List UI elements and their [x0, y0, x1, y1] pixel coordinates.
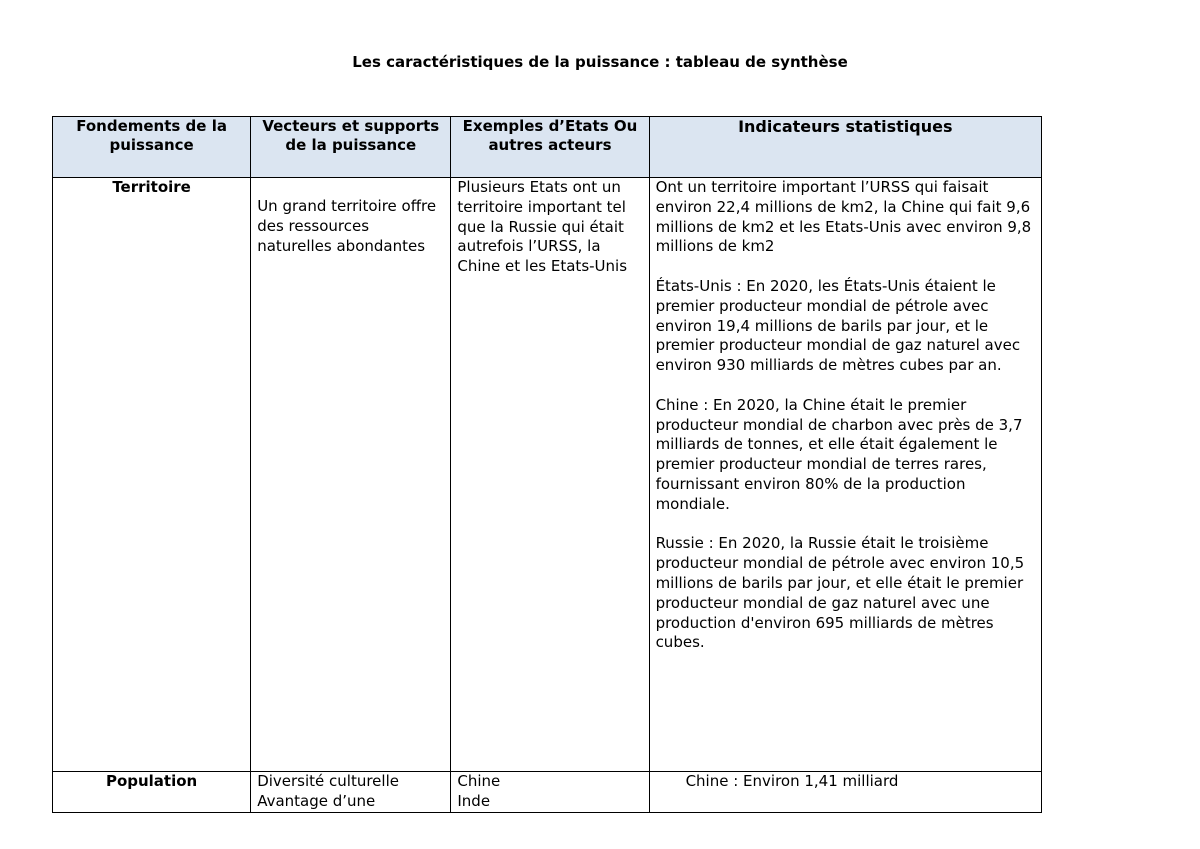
cell-line: Chine	[457, 772, 501, 790]
header-vecteurs: Vecteurs et supports de la puissance	[251, 117, 451, 178]
table-header-row	[53, 117, 1042, 178]
cell-line: Avantage d’une	[257, 791, 376, 810]
cell-exemples	[451, 772, 649, 813]
document-title: Les caractéristiques de la puissance : tableau de synthèse	[352, 53, 848, 71]
cell-indicateurs	[649, 772, 1041, 813]
cell-line: Diversité culturelle	[257, 772, 399, 790]
cell-line: Chine : Environ 1,41 milliard	[685, 772, 899, 790]
header-exemples: Exemples d’Etats Ou autres acteurs	[451, 117, 649, 178]
cell-exemples: Plusieurs Etats ont un territoire important tel que la Russie qui était autrefois l’URSS, la Chine et les Etats-Unis	[451, 178, 649, 772]
cell-fondement: Population	[53, 772, 251, 813]
indicator-paragraph: Ont un territoire important l’URSS qui faisait environ 22,4 millions de km2, la Chine qui fait 9,6 millions de km2 et les Etats-Unis avec environ 9,8 millions de km2	[655, 178, 1032, 256]
indicator-paragraph: États-Unis : En 2020, les États-Unis étaient le premier producteur mondial de pétrole avec environ 19,4 millions de barils par jour, et le premier producteur mondial de gaz naturel avec environ 930 milliards de mètres cubes par an.	[655, 276, 1021, 375]
header-fondements: Fondements de la puissance	[53, 117, 251, 178]
cell-vecteurs	[251, 772, 451, 813]
indicator-paragraph: Chine : En 2020, la Chine était le premier producteur mondial de charbon avec près de 3,7 milliards de tonnes, et elle était également le premier producteur mondial de terres rares, fournissant environ 80% de la production mondiale.	[655, 395, 1023, 513]
table-row	[53, 178, 1042, 772]
table-row	[53, 772, 1042, 813]
indicator-paragraph: Russie : En 2020, la Russie était le troisième producteur mondial de pétrole avec environ 10,5 millions de barils par jour, et elle était le premier producteur mondial de gaz naturel avec une production d'environ 695 milliards de mètres cubes.	[655, 534, 1025, 652]
cell-line: Inde	[457, 791, 491, 810]
synthesis-table	[52, 116, 1042, 813]
cell-vecteurs: Un grand territoire offre des ressources naturelles abondantes	[251, 178, 451, 772]
header-indicateurs: Indicateurs statistiques	[649, 117, 1041, 178]
cell-fondement: Territoire	[53, 178, 251, 772]
cell-indicateurs	[649, 178, 1041, 772]
